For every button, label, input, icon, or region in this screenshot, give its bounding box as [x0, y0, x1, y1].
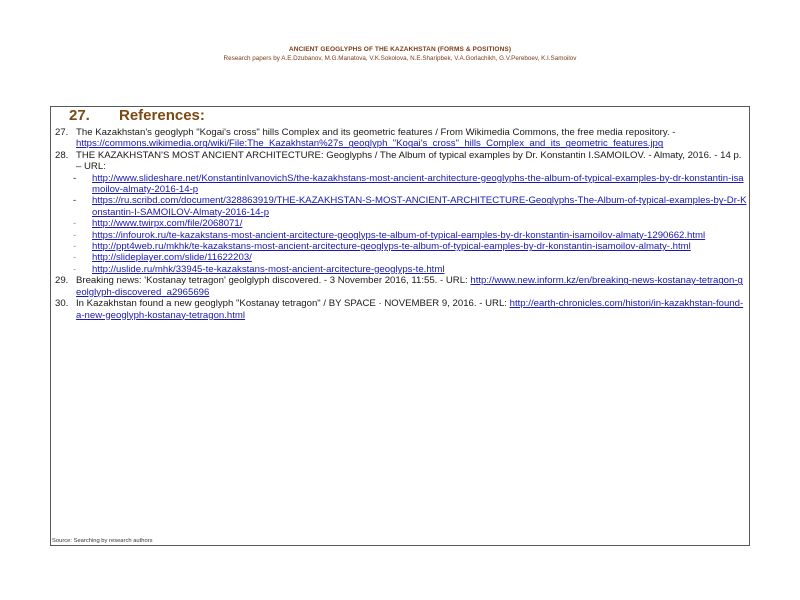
section-number: 27. — [69, 107, 90, 124]
authors-line: Research papers by A.E.Dzubanov, M.G.Manatova, V.K.Sokolova, N.E.Sharipbek, V.A.Gorlachikh, G.V.Pereboev, K.I.Samoilov — [223, 55, 577, 62]
reference-text: The Kazakhstan's geoglyph "Kogai's cross" hills Complex and its geometric features / From Wikimedia Commons, the free media repository. - — [76, 127, 676, 138]
list-dash: - — [73, 229, 77, 241]
reference-text: Breaking news: 'Kostanay tetragon' geolglyph discovered. - 3 November 2016, 11:55. - URL: — [76, 275, 468, 287]
section-heading — [69, 107, 205, 124]
reference-28-link-item — [55, 195, 747, 218]
reference-link[interactable]: http://www.slideshare.net/KonstantinIvanovichS/the-kazakhstans-most-ancient-architecture-geoglyphs-the-album-of-typical-examples-by-dr-konstantin-isamoilov-almaty-2016-14-p — [92, 172, 744, 196]
document-title: ANCIENT GEOGLYPHS OF THE KAZAKHSTAN (FORMS & POSITIONS) — [288, 46, 512, 53]
reference-text: THE KAZAKHSTAN'S MOST ANCIENT ARCHITECTURE: Geoglyphs / The Album of typical examples by Dr. Konstantin I.SAMOILOV. - Almaty, 2016. - 14 p. – URL: — [76, 149, 742, 173]
reference-link[interactable]: http://www.twirpx.com/file/2068071/ — [92, 218, 243, 230]
reference-link[interactable]: http://slideplayer.com/slide/11622203/ — [92, 252, 252, 264]
reference-28-link-item — [55, 218, 747, 229]
reference-number: 27. — [55, 127, 69, 138]
references-panel — [50, 106, 750, 546]
reference-link[interactable]: https://infourok.ru/te-kazakstans-most-ancient-arcitecture-geoglyps-te-album-of-typical-eamples-by-dr-konstantin-isamoilov-almaty-1290662.html — [92, 229, 706, 241]
list-dash: - — [73, 252, 77, 264]
reference-link[interactable]: http://www.new.inform.kz/en/breaking-news-kostanay-tetragon-geolglyph-discovered_a2965696 — [76, 275, 743, 298]
reference-27 — [55, 127, 747, 150]
reference-link[interactable]: http://ppt4web.ru/mkhk/te-kazakstans-most-ancient-arcitecture-geoglyps-te-album-of-typical-eamples-by-dr-konstantin-isamoilov-almaty-.html — [92, 241, 691, 253]
reference-28-link-item — [55, 173, 747, 196]
section-title: References: — [119, 107, 205, 124]
reference-link[interactable]: http://uslide.ru/mhk/33945-te-kazakstans-most-ancient-arcitecture-geoglyps-te.html — [92, 263, 445, 275]
list-dash: - — [73, 241, 77, 253]
reference-number: 30. — [55, 298, 69, 310]
reference-28-link-item — [55, 241, 747, 252]
reference-text: In Kazakhstan found a new geoglyph "Kostanay tetragon" / BY SPACE · NOVEMBER 9, 2016. - URL: — [76, 298, 507, 310]
reference-28-link-item — [55, 252, 747, 263]
source-note: Source: Searching by research authors — [52, 538, 153, 544]
list-dash: - — [73, 195, 77, 207]
reference-29 — [55, 275, 747, 298]
reference-number: 29. — [55, 275, 69, 287]
list-dash: - — [73, 218, 77, 230]
page-header — [0, 46, 800, 62]
reference-28-link-item — [55, 264, 747, 275]
reference-link[interactable]: http://earth-chronicles.com/histori/in-kazakhstan-found-a-new-geoglyph-kostanay-tetragon.html — [76, 298, 744, 321]
reference-link[interactable]: https://commons.wikimedia.org/wiki/File:The_Kazakhstan%27s_geoglyph_"Kogai's_cross"_hills_Complex_and_its_geometric_features.jpg — [76, 138, 664, 150]
reference-number: 28. — [55, 149, 69, 161]
reference-28-link-item — [55, 230, 747, 241]
reference-link[interactable]: https://ru.scribd.com/document/328863919/THE-KAZAKHSTAN-S-MOST-ANCIENT-ARCHITECTURE-Geoglyphs-The-Album-of-typical-examples-by-Dr-Konstantin-I-SAMOILOV-Almaty-2016-14-p — [92, 195, 747, 218]
reference-28 — [55, 150, 747, 173]
list-dash: - — [73, 263, 77, 275]
list-dash: - — [73, 172, 77, 184]
references-list — [55, 127, 747, 321]
reference-30 — [55, 298, 747, 321]
